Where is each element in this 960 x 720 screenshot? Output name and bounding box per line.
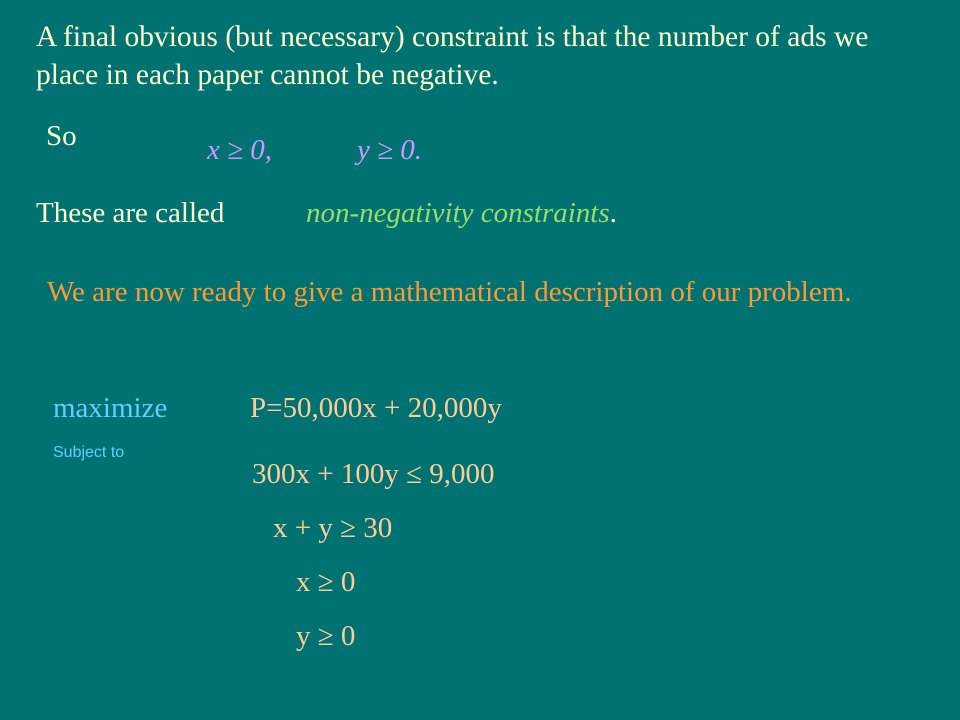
called-prefix: These are called xyxy=(36,197,225,229)
objective-function xyxy=(250,392,502,425)
maximize-label: maximize xyxy=(53,392,168,424)
constraint-budget: 300x + 100y ≤ 9,000 xyxy=(252,458,495,490)
y-nonnegative-inequality: y ≥ 0. xyxy=(357,134,423,166)
x-nonnegative-inequality: x ≥ 0, xyxy=(207,134,273,166)
constraint-y-nonnegative: y ≥ 0 xyxy=(296,620,356,652)
subject-to-label: Subject to xyxy=(53,444,125,461)
intro-paragraph: A final obvious (but necessary) constraint is that the number of ads we place in each paper cannot be negative. xyxy=(36,21,869,91)
constraint-total-ads: x + y ≥ 30 xyxy=(273,512,393,544)
non-negativity-term: non-negativity constraints xyxy=(306,197,610,229)
objective-text: P=50,000x + 20,000y xyxy=(250,392,502,424)
called-term-line xyxy=(306,197,617,230)
constraint-x-nonnegative: x ≥ 0 xyxy=(296,566,356,598)
called-period: . xyxy=(609,197,617,229)
so-label: So xyxy=(46,120,77,152)
ready-paragraph: We are now ready to give a mathematical description of our problem. xyxy=(47,276,852,308)
